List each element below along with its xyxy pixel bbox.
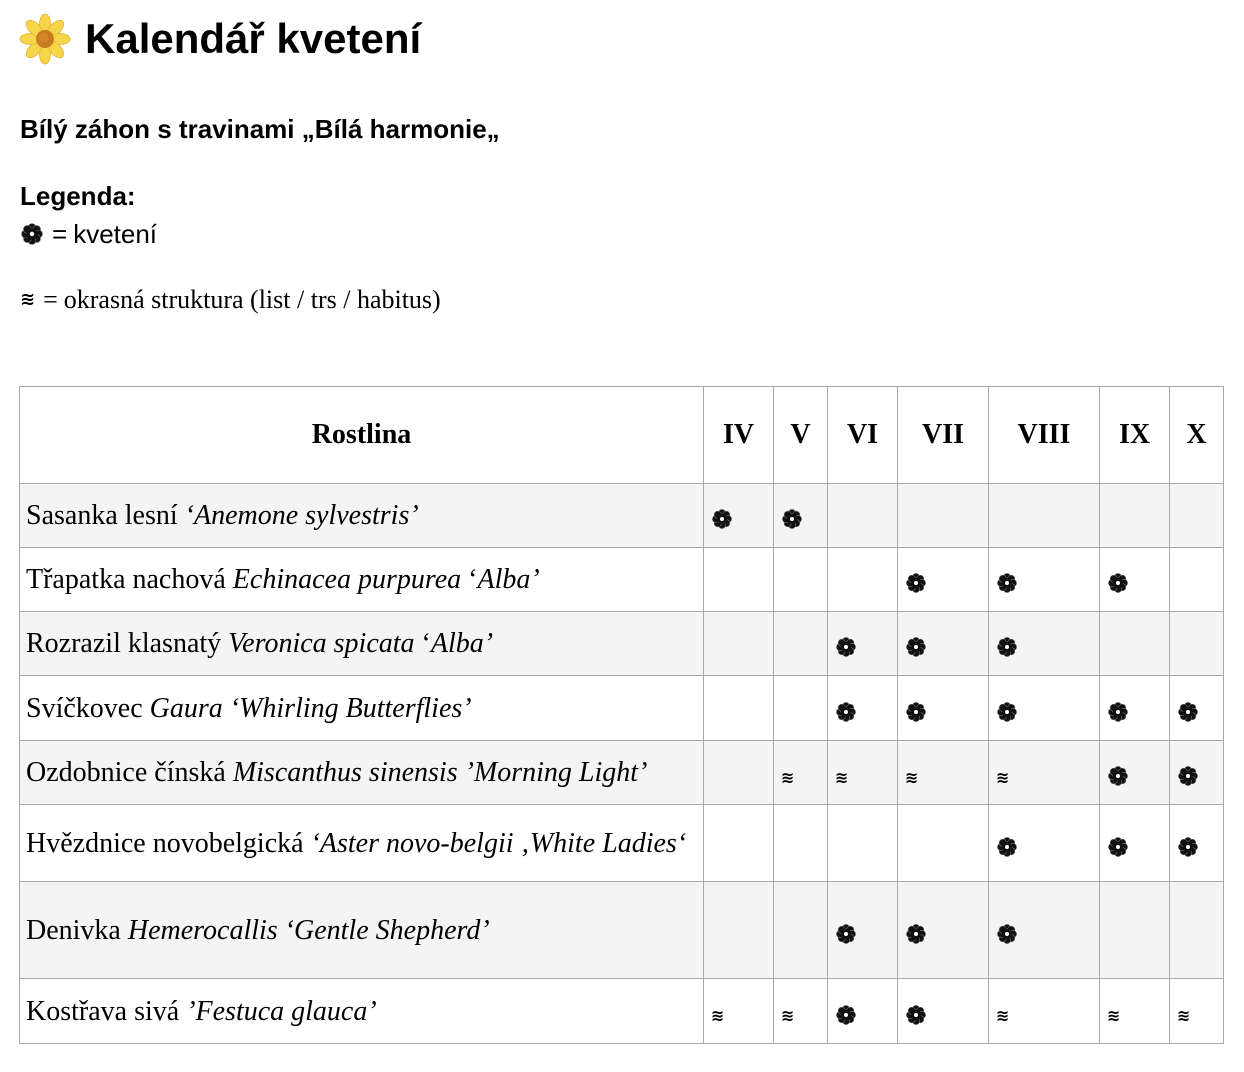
month-cell-v (774, 882, 828, 979)
table-row (20, 882, 1224, 979)
month-cell-x (1170, 548, 1224, 612)
month-cell-iv (704, 882, 774, 979)
wave-structure-icon: ≋ (781, 1006, 795, 1025)
legend-equals: = (52, 219, 68, 249)
page-title (20, 0, 1224, 64)
bed-subtitle: Bílý záhon s travinami „Bílá harmonie„ (20, 114, 500, 144)
flower-icon (996, 634, 1018, 656)
month-cell-x (1170, 741, 1224, 805)
table-row (20, 979, 1224, 1044)
legend-equals: = (43, 285, 58, 314)
plant-name-cell (20, 979, 704, 1044)
month-cell-vii (898, 882, 989, 979)
table-row (20, 676, 1224, 741)
plant-common-name: Denivka (26, 914, 128, 946)
month-cell-x (1170, 882, 1224, 979)
plant-cultivar-suffix: ‘Alba’ (461, 564, 540, 595)
month-cell-viii (989, 882, 1100, 979)
plant-name-cell (20, 484, 704, 548)
month-cell-iv (704, 612, 774, 676)
column-header-month: VII (898, 387, 989, 484)
month-cell-vi (828, 882, 898, 979)
month-cell-iv (704, 484, 774, 548)
month-cell-vii (898, 612, 989, 676)
flower-icon (711, 506, 733, 528)
flower-icon (1177, 763, 1199, 785)
month-cell-vi (828, 979, 898, 1044)
column-header-month: V (774, 387, 828, 484)
legend-item-structure (20, 285, 441, 315)
wave-structure-icon: ≋ (905, 767, 919, 787)
flower-icon (905, 921, 927, 943)
wave-structure-icon: ≋ (835, 767, 849, 787)
month-cell-vii (898, 805, 989, 882)
table-row (20, 741, 1224, 805)
flower-icon (781, 506, 803, 528)
month-cell-ix (1100, 612, 1170, 676)
month-cell-v (774, 741, 828, 805)
month-cell-x (1170, 676, 1224, 741)
month-cell-ix (1100, 979, 1170, 1044)
flower-icon (996, 570, 1018, 592)
page-title-text: Kalendář kvetení (85, 15, 422, 62)
column-header-month: VIII (989, 387, 1100, 484)
plant-name-cell (20, 882, 704, 979)
month-cell-viii (989, 484, 1100, 548)
flower-icon (1177, 699, 1199, 721)
wave-structure-icon: ≋ (1177, 1006, 1191, 1025)
month-cell-viii (989, 741, 1100, 805)
month-cell-viii (989, 548, 1100, 612)
plant-latin-name: ‘Anemone sylvestris’ (184, 500, 419, 531)
flower-icon (905, 1002, 927, 1024)
flower-icon (905, 634, 927, 656)
month-cell-x (1170, 979, 1224, 1044)
table-row (20, 548, 1224, 612)
month-cell-v (774, 548, 828, 612)
flower-icon (1107, 699, 1129, 721)
flower-icon (905, 570, 927, 592)
column-header-plant: Rostlina (20, 387, 704, 484)
flower-icon (996, 921, 1018, 943)
flower-icon (20, 222, 44, 246)
plant-common-name: Svíčkovec (26, 692, 150, 724)
month-cell-iv (704, 741, 774, 805)
month-cell-v (774, 484, 828, 548)
legend-label-flowering: kvetení (73, 219, 158, 249)
month-cell-viii (989, 805, 1100, 882)
sunflower-emoji-icon (19, 13, 71, 65)
plant-cultivar-suffix: ‘Alba’ (414, 628, 494, 659)
plant-latin-name: Miscanthus sinensis ’Morning Light’ (232, 757, 648, 788)
plant-latin-name: Hemerocallis ‘Gentle Shepherd’ (127, 914, 490, 946)
month-cell-ix (1100, 676, 1170, 741)
plant-name-cell (20, 805, 704, 882)
plant-common-name: Hvězdnice novobelgická (26, 827, 311, 859)
plant-common-name: Sasanka lesní (26, 500, 185, 531)
month-cell-iv (704, 979, 774, 1044)
wave-structure-icon: ≋ (996, 767, 1010, 787)
bloom-calendar-table (19, 386, 1224, 1044)
month-cell-v (774, 612, 828, 676)
plant-latin-name: Echinacea purpurea (232, 564, 462, 595)
month-cell-iv (704, 805, 774, 882)
plant-latin-name: Veronica spicata (228, 628, 415, 659)
flower-icon (1107, 570, 1129, 592)
month-cell-viii (989, 676, 1100, 741)
month-cell-vii (898, 676, 989, 741)
table-row (20, 484, 1224, 548)
plant-latin-name: ’Festuca glauca’ (186, 995, 377, 1027)
column-header-month: IV (704, 387, 774, 484)
month-cell-vii (898, 979, 989, 1044)
flower-icon (905, 699, 927, 721)
month-cell-ix (1100, 805, 1170, 882)
month-cell-x (1170, 612, 1224, 676)
flower-icon (835, 699, 857, 721)
table-row (20, 805, 1224, 882)
month-cell-vi (828, 805, 898, 882)
flower-icon (835, 921, 857, 943)
month-cell-vii (898, 548, 989, 612)
legend-item-flowering (20, 219, 157, 249)
wave-structure-icon: ≋ (711, 1006, 725, 1025)
flower-icon (996, 699, 1018, 721)
plant-name-cell (20, 676, 704, 741)
table-header-row (20, 387, 1224, 484)
flower-icon (1177, 834, 1199, 856)
month-cell-vii (898, 741, 989, 805)
flower-icon (835, 1002, 857, 1024)
plant-common-name: Ozdobnice čínská (26, 757, 233, 788)
month-cell-viii (989, 612, 1100, 676)
legend-title: Legenda: (20, 181, 136, 211)
wave-structure-icon: ≋ (20, 289, 36, 310)
wave-structure-icon: ≋ (781, 767, 795, 787)
plant-common-name: Rozrazil klasnatý (26, 628, 229, 659)
column-header-month: X (1170, 387, 1224, 484)
wave-structure-icon: ≋ (1107, 1006, 1121, 1025)
month-cell-v (774, 676, 828, 741)
plant-name-cell (20, 612, 704, 676)
flower-icon (835, 634, 857, 656)
plant-name-cell (20, 741, 704, 805)
plant-latin-name: ‘Aster novo-belgii ‚White Ladies‘ (310, 827, 687, 859)
table-body (20, 484, 1224, 1044)
month-cell-vii (898, 484, 989, 548)
legend-label-structure: okrasná struktura (list / trs / habitus) (63, 285, 441, 314)
column-header-month: VI (828, 387, 898, 484)
month-cell-ix (1100, 548, 1170, 612)
month-cell-vi (828, 548, 898, 612)
plant-common-name: Třapatka nachová (26, 564, 233, 595)
flower-icon (996, 834, 1018, 856)
month-cell-viii (989, 979, 1100, 1044)
month-cell-iv (704, 676, 774, 741)
plant-latin-name: Gaura ‘Whirling Butterflies’ (149, 692, 472, 724)
month-cell-vi (828, 484, 898, 548)
table-row (20, 612, 1224, 676)
month-cell-v (774, 805, 828, 882)
wave-structure-icon: ≋ (996, 1006, 1010, 1025)
flower-icon (1107, 763, 1129, 785)
plant-common-name: Kostřava sivá (26, 995, 187, 1027)
plant-name-cell (20, 548, 704, 612)
month-cell-vi (828, 741, 898, 805)
column-header-month: IX (1100, 387, 1170, 484)
month-cell-ix (1100, 741, 1170, 805)
flower-icon (1107, 834, 1129, 856)
month-cell-x (1170, 805, 1224, 882)
month-cell-v (774, 979, 828, 1044)
month-cell-iv (704, 548, 774, 612)
month-cell-vi (828, 676, 898, 741)
month-cell-ix (1100, 882, 1170, 979)
month-cell-x (1170, 484, 1224, 548)
month-cell-vi (828, 612, 898, 676)
month-cell-ix (1100, 484, 1170, 548)
